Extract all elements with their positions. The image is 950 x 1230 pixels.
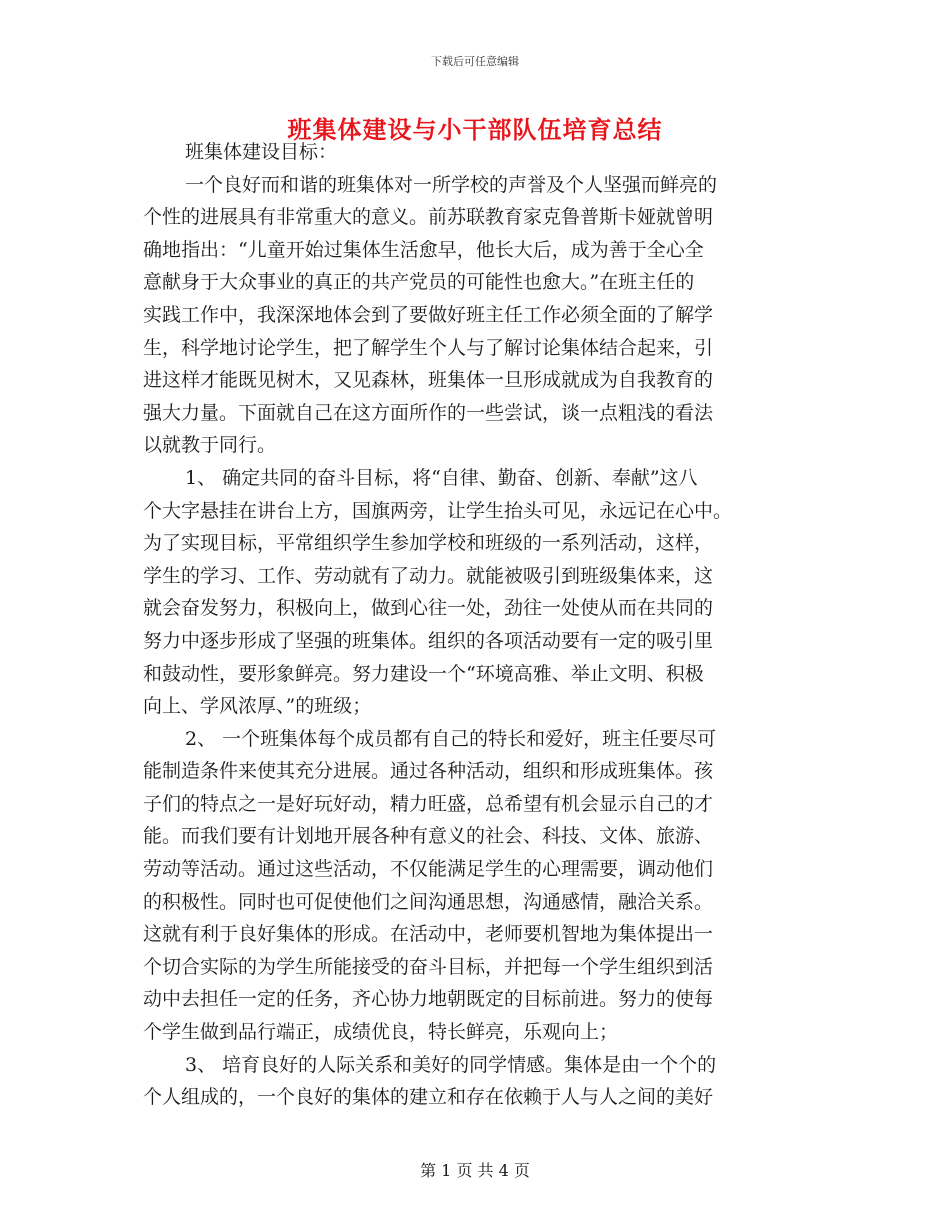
text-line: 1、 确定共同的奋斗目标，将“自律、勤奋、创新、奉献”这八 <box>185 466 698 489</box>
text-line: 学生的学习、工作、劳动就有了动力。就能被吸引到班级集体来，这 <box>143 564 714 587</box>
document-body <box>143 136 810 1114</box>
text-line: 个人组成的，一个良好的集体的建立和存在依赖于人与人之间的美好 <box>143 1086 714 1109</box>
text-line: 意献身于大众事业的真正的共产党员的可能性也愈大。”在班主任的 <box>143 271 695 294</box>
text-line: 实践工作中，我深深地体会到了要做好班主任工作必须全面的了解学 <box>143 303 714 326</box>
text-line: 个学生做到品行端正，成绩优良，特长鲜亮，乐观向上； <box>143 1021 619 1044</box>
text-line: 能。而我们要有计划地开展各种有意义的社会、科技、文体、旅游、 <box>143 825 714 848</box>
text-line: 这就有利于良好集体的形成。在活动中，老师要机智地为集体提出一 <box>143 923 714 946</box>
text-line: 进这样才能既见树木，又见森林，班集体一旦形成就成为自我教育的 <box>143 369 714 392</box>
text-line: 能制造条件来使其充分进展。通过各种活动，组织和形成班集体。孩 <box>143 760 714 783</box>
text-line: 劳动等活动。通过这些活动，不仅能满足学生的心理需要，调动他们 <box>143 858 714 881</box>
text-line: 就会奋发努力，积极向上，做到心往一处，劲往一处使从而在共同的 <box>143 597 714 620</box>
text-line: 3、 培育良好的人际关系和美好的同学情感。集体是由一个个的 <box>185 1053 717 1076</box>
text-line: 动中去担任一定的任务，齐心协力地朝既定的目标前进。努力的使每 <box>143 988 714 1011</box>
text-line: 个性的进展具有非常重大的意义。前苏联教育家克鲁普斯卡娅就曾明 <box>143 206 714 229</box>
text-line: 生，科学地讨论学生，把了解学生个人与了解讨论集体结合起来，引 <box>143 336 714 359</box>
text-line: 的积极性。同时也可促使他们之间沟通思想，沟通感情，融洽关系。 <box>143 890 714 913</box>
page-header: 下载后可任意编辑 <box>431 55 519 68</box>
text-line: 向上、学风浓厚、”的班级； <box>143 695 372 718</box>
document-title: 班集体建设与小干部队伍培育总结 <box>287 116 663 144</box>
text-line: 子们的特点之一是好玩好动，精力旺盛，总希望有机会显示自己的才 <box>143 792 714 815</box>
text-line: 努力中逐步形成了坚强的班集体。组织的各项活动要有一定的吸引里 <box>143 629 714 652</box>
text-line: 一个良好而和谐的班集体对一所学校的声誉及个人坚强而鲜亮的 <box>185 173 718 196</box>
text-line: 个切合实际的为学生所能接受的奋斗目标，并把每一个学生组织到活 <box>143 955 714 978</box>
text-line: 班集体建设目标： <box>185 141 338 163</box>
text-line: 以就教于同行。 <box>143 434 277 457</box>
text-line: 和鼓动性，要形象鲜亮。努力建设一个“环境高雅、举止文明、积极 <box>143 662 704 685</box>
text-line: 为了实现目标，平常组织学生参加学校和班级的一系列活动，这样， <box>143 532 714 555</box>
text-line: 2、 一个班集体每个成员都有自己的特长和爱好，班主任要尽可 <box>185 727 717 750</box>
text-line: 个大字悬挂在讲台上方，国旗两旁，让学生抬头可见，永远记在心中。 <box>143 499 733 522</box>
page-footer: 第 1 页 共 4 页 <box>420 1161 530 1180</box>
text-line: 强大力量。下面就自己在这方面所作的一些尝试，谈一点粗浅的看法 <box>143 401 714 424</box>
text-line: 确地指出：“儿童开始过集体生活愈早，他长大后，成为善于全心全 <box>143 238 704 261</box>
